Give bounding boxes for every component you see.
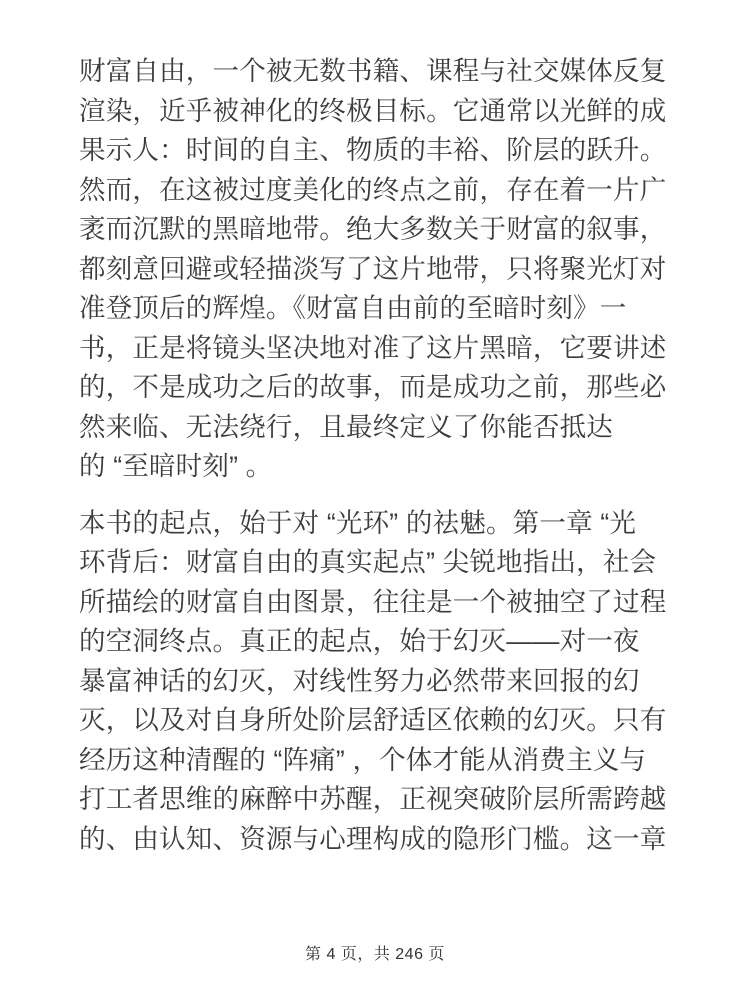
text-line: 渲染，近乎被神化的终极目标。它通常以光鲜的成 — [79, 95, 667, 126]
text-line: 然来临、无法绕行，且最终定义了你能否抵达 — [79, 411, 613, 442]
text-line: 环背后：财富自由的真实起点” 尖锐地指出，社会 — [79, 547, 657, 577]
text-line: 灭，以及对自身所处阶层舒适区依赖的幻灭。只有 — [79, 705, 667, 735]
text-line: 打工者思维的麻醉中苏醒，正视突破阶层所需跨越 — [79, 784, 667, 814]
text-line: 的空洞终点。真正的起点，始于幻灭——对一夜 — [79, 626, 640, 656]
text-line: 本书的起点，始于对 “光环” 的祛魅。第一章 “光 — [79, 507, 637, 538]
text-line: 财富自由，一个被无数书籍、课程与社交媒体反复 — [79, 56, 667, 86]
text-line: 然而，在这被过度美化的终点之前，存在着一片广 — [79, 174, 667, 205]
text-line: 果示人：时间的自主、物质的丰裕、阶层的跃升。 — [79, 135, 667, 165]
text-line: 所描绘的财富自由图景，往往是一个被抽空了过程 — [79, 586, 667, 617]
text-line: 的 “至暗时刻” 。 — [79, 451, 273, 481]
text-line: 暴富神话的幻灭，对线性努力必然带来回报的幻 — [79, 665, 640, 696]
paragraph-intro — [79, 52, 690, 487]
page-number-label: 第 4 页，共 246 页 — [305, 946, 445, 963]
text-line: 书，正是将镜头坚决地对准了这片黑暗，它要讲述 — [79, 332, 667, 363]
text-line: 袤而沉默的黑暗地带。绝大多数关于财富的叙事， — [79, 214, 667, 244]
text-line: 的，不是成功之后的故事，而是成功之前，那些必 — [79, 372, 667, 402]
text-line: 经历这种清醒的 “阵痛” ，个体才能从消费主义与 — [79, 744, 647, 775]
text-line: 准登顶后的辉煌。《财富自由前的至暗时刻》一 — [79, 293, 627, 323]
text-line: 都刻意回避或轻描淡写了这片地带，只将聚光灯对 — [79, 253, 667, 284]
page-content — [79, 52, 690, 859]
page-footer — [0, 946, 750, 964]
text-line: 的、由认知、资源与心理构成的隐形门槛。这一章 — [79, 823, 667, 854]
paragraph-chapter-one — [79, 504, 690, 860]
